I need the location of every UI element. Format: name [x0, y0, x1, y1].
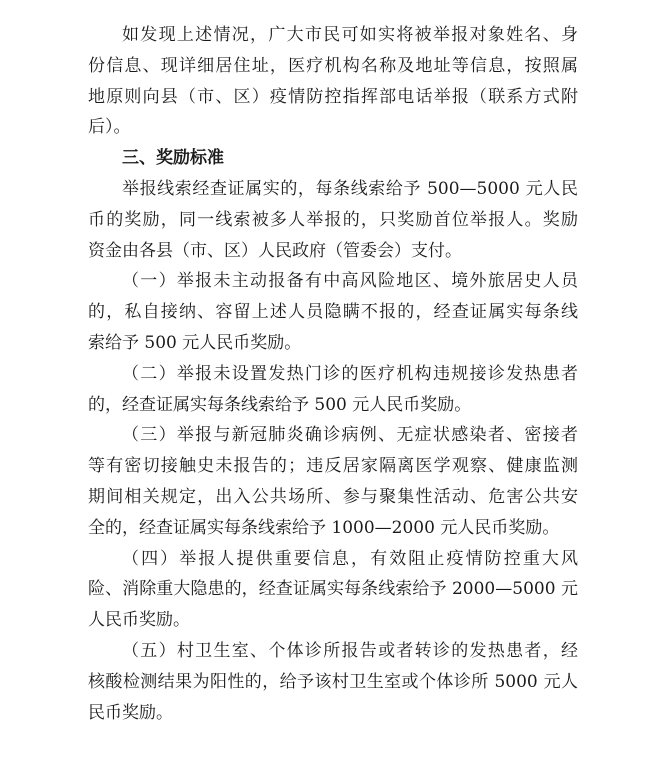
reward-item-2-paragraph [88, 359, 578, 421]
paragraph-line: 等有密切接触史未报告的；违反居家隔离医学观察、健康监测 [88, 456, 578, 477]
paragraph-line: （二）举报未设置发热门诊的医疗机构违规接诊发热患者 [122, 363, 578, 384]
paragraph-line: 索给予 500 元人民币奖励。 [88, 332, 302, 353]
paragraph-line: 险、消除重大隐患的，经查证属实每条线索给予 2000—5000 元 [88, 579, 578, 600]
section-heading-text: 三、奖励标准 [122, 148, 224, 169]
paragraph-line: 的，经查证属实每条线索给予 500 元人民币奖励。 [88, 394, 472, 415]
paragraph-line: 资金由各县（市、区）人民政府（管委会）支付。 [88, 240, 462, 261]
paragraph-line: （三）举报与新冠肺炎确诊病例、无症状感染者、密接者 [122, 425, 578, 446]
paragraph-line: 如发现上述情况，广大市民可如实将被举报对象姓名、身 [122, 25, 578, 45]
paragraph-line: 的，私自接纳、容留上述人员隐瞒不报的，经查证属实每条线 [88, 302, 578, 323]
paragraph-line: 币的奖励，同一线索被多人举报的，只奖励首位举报人。奖励 [88, 209, 578, 230]
paragraph-line: 全的，经查证属实每条线索给予 1000—2000 元人民币奖励。 [88, 517, 560, 538]
paragraph-line: 后）。 [88, 117, 131, 138]
paragraph-line: （五）村卫生室、个体诊所报告或者转诊的发热患者，经 [122, 640, 578, 661]
document-body [88, 20, 578, 728]
paragraph-line: 核酸检测结果为阳性的，给予该村卫生室或个体诊所 5000 元人 [88, 671, 578, 692]
paragraph-line: 民币奖励。 [88, 702, 173, 723]
reward-general-paragraph [88, 174, 578, 266]
reward-item-3-paragraph [88, 420, 578, 543]
paragraph-line: 份信息、现详细居住址，医疗机构名称及地址等信息，按照属 [88, 55, 578, 76]
section-heading-reward-standard [88, 143, 578, 174]
reward-item-4-paragraph [88, 544, 578, 636]
paragraph-line: 举报线索经查证属实的，每条线索给予 500—5000 元人民 [122, 178, 578, 199]
paragraph-line: （一）举报未主动报备有中高风险地区、境外旅居史人员 [122, 271, 578, 292]
paragraph-line: 人民币奖励。 [88, 610, 190, 631]
report-instructions-paragraph [88, 20, 578, 143]
reward-item-5-paragraph [88, 636, 578, 728]
reward-item-1-paragraph [88, 266, 578, 358]
paragraph-line: （四）举报人提供重要信息，有效阻止疫情防控重大风 [122, 548, 578, 569]
paragraph-line: 地原则向县（市、区）疫情防控指挥部电话举报（联系方式附 [88, 86, 578, 107]
paragraph-line: 期间相关规定，出入公共场所、参与聚集性活动、危害公共安 [88, 486, 578, 507]
